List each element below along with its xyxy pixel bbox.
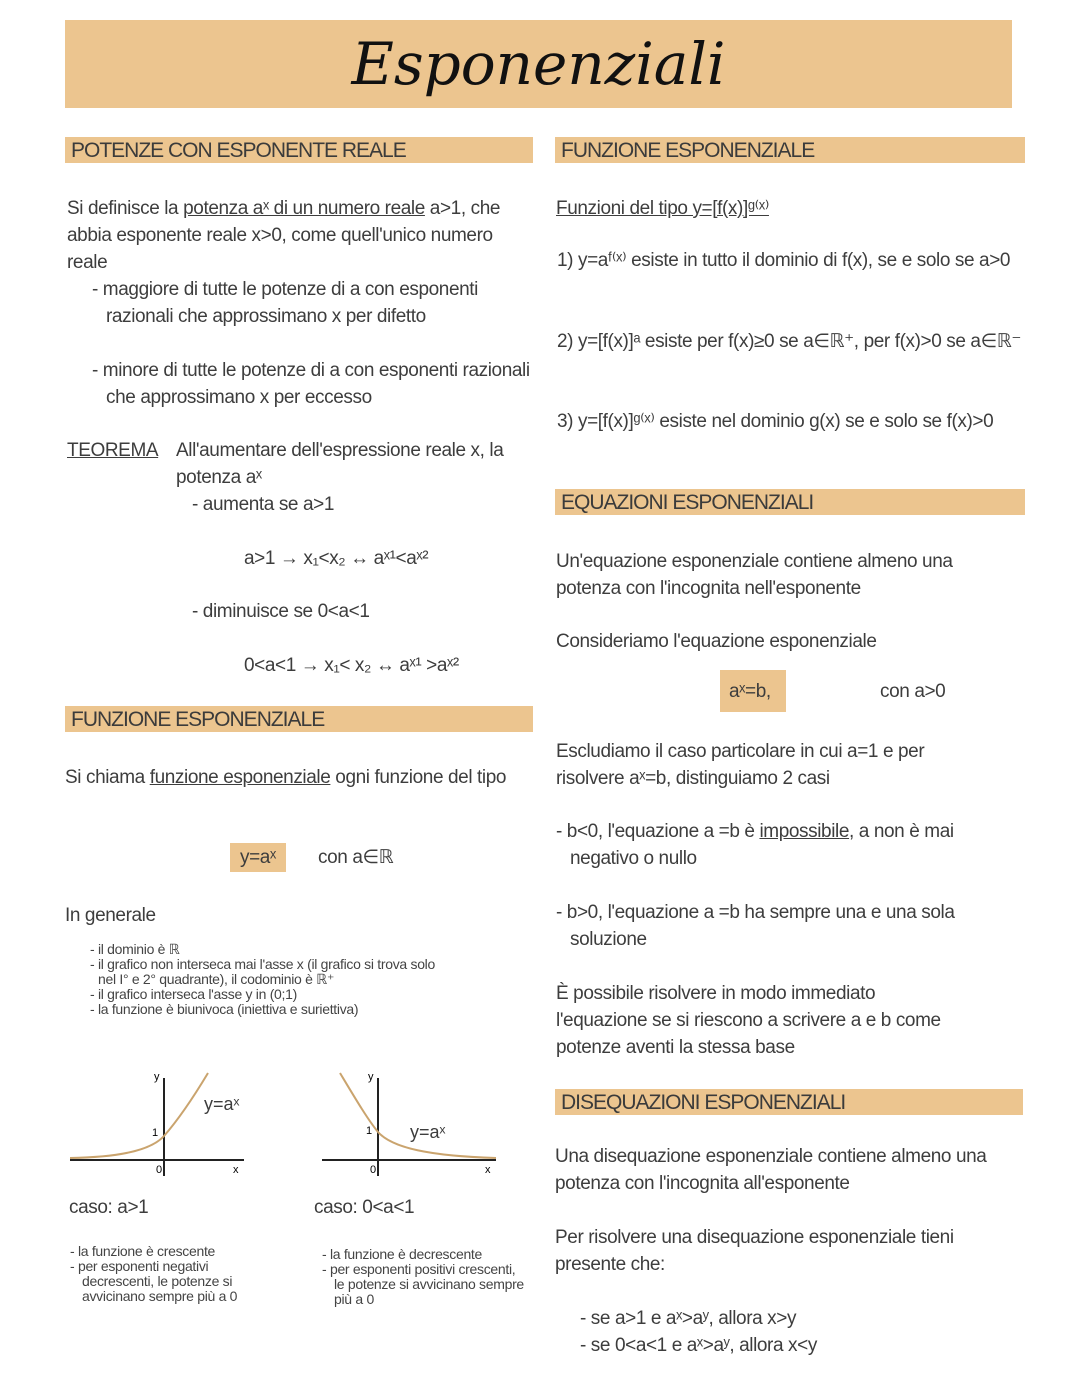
equazioni-intro: Un'equazione esponenziale contiene almeno una potenza con l'incognita nell'esponente	[556, 551, 953, 599]
formula-aumenta: a>1 → x₁<x₂ ↔ aˣ¹<aˣ²	[244, 548, 429, 569]
funzione-formula: y=aˣ	[230, 843, 286, 872]
in-generale: In generale	[65, 905, 156, 926]
page-title: Esponenziali	[351, 30, 726, 98]
teorema-aumenta: - aumenta se a>1	[192, 494, 335, 515]
fact-item: - il grafico non interseca mai l'asse x (il grafico si trova solo nel I° e 2° quadrante), il codominio è ℝ⁺	[90, 956, 435, 987]
disequazioni-intro: Una disequazione esponenziale contiene almeno una potenza con l'incognita all'esponente	[555, 1146, 987, 1194]
section-header-funzione-left: FUNZIONE ESPONENZIALE	[65, 706, 533, 732]
graph1-origin: 0	[156, 1164, 163, 1176]
teorema-text: All'aumentare dell'espressione reale x, la potenza aˣ	[176, 440, 504, 488]
section-header-potenze: POTENZE CON ESPONENTE REALE	[65, 137, 533, 163]
section-header-equazioni: EQUAZIONI ESPONENZIALI	[555, 489, 1025, 515]
case1-post: , a non è mai negativo o nullo	[570, 821, 954, 869]
graph2-curve	[340, 1073, 496, 1158]
equazioni-exclude: Escludiamo il caso particolare in cui a=1 e per risolvere aˣ=b, distinguiamo 2 casi	[556, 741, 925, 789]
graph2-x-label: x	[485, 1164, 491, 1176]
potenze-bullet-1: - maggiore di tutte le potenze di a con esponenti razionali che approssimano x per difetto	[92, 279, 478, 327]
potenze-intro-underlined: potenza aˣ di un numero reale	[183, 198, 425, 219]
section-header-funzione-right: FUNZIONE ESPONENZIALE	[555, 137, 1025, 163]
disequazioni-rule-2: - se 0<a<1 e aˣ>aʸ, allora x<y	[580, 1335, 817, 1356]
graph1-y-label: y	[154, 1071, 160, 1083]
teorema-label: TEOREMA	[67, 440, 159, 461]
potenze-intro-pre: Si definisce la	[67, 198, 184, 219]
equazioni-formula: aˣ=b,	[729, 681, 771, 702]
equazioni-formula-cond: con a>0	[880, 681, 946, 702]
funzioni-item-1: 1) y=aᶠ⁽ˣ⁾ esiste in tutto il dominio di f(x), se e solo se a>0	[557, 250, 1011, 271]
funzione-facts	[90, 942, 450, 1017]
graph2-notes	[322, 1247, 527, 1307]
graph2-origin: 0	[370, 1164, 377, 1176]
graph1-x-label: x	[233, 1164, 239, 1176]
fact-item: - la funzione è biunivoca (iniettiva e suriettiva)	[90, 1001, 359, 1017]
disequazioni-rule-1: - se a>1 e aˣ>aʸ, allora x>y	[580, 1308, 797, 1329]
graph1-curve-label: y=aˣ	[204, 1094, 240, 1114]
graph1-notes	[70, 1244, 265, 1304]
equazioni-case-2: - b>0, l'equazione a =b ha sempre una e una sola soluzione	[556, 902, 955, 950]
equazioni-consider: Consideriamo l'equazione esponenziale	[556, 631, 877, 652]
funzione-formula-box	[230, 844, 286, 871]
funzioni-item-3: 3) y=[f(x)]ᵍ⁽ˣ⁾ esiste nel dominio g(x) se e solo se f(x)>0	[557, 411, 994, 432]
teorema-diminuisce: - diminuisce se 0<a<1	[192, 601, 370, 622]
case1-underlined: impossibile	[759, 821, 850, 842]
case1-pre: - b<0, l'equazione a =b è	[556, 821, 760, 842]
potenze-bullet-2: - minore di tutte le potenze di a con esponenti razionali che approssimano x per eccesso	[92, 360, 530, 408]
equazioni-case-1	[556, 818, 990, 872]
graph1-caption: caso: a>1	[69, 1197, 149, 1218]
graph1-note: - la funzione è crescente	[70, 1243, 216, 1259]
funzione-intro	[65, 764, 525, 791]
fact-item: - il grafico interseca l'asse y in (0;1)	[90, 986, 297, 1002]
section-header-disequazioni: DISEQUAZIONI ESPONENZIALI	[555, 1089, 1023, 1115]
graph2-note: - per esponenti positivi crescenti, le potenze si avvicinano sempre più a 0	[322, 1261, 524, 1307]
graph-decreasing	[320, 1068, 500, 1178]
funzione-intro-pre: Si chiama	[65, 767, 150, 788]
graph1-curve	[70, 1073, 208, 1158]
graph2-curve-label: y=aˣ	[410, 1122, 446, 1142]
funzioni-item-2: 2) y=[f(x)]ᵃ esiste per f(x)≥0 se a∈ℝ⁺, per f(x)>0 se a∈ℝ⁻	[557, 331, 1022, 352]
potenze-intro-post: a>1, che abbia esponente reale x>0, come quell'unico numero reale	[67, 198, 501, 273]
fact-item: - il dominio è ℝ	[90, 941, 180, 957]
funzione-intro-post: ogni funzione del tipo	[330, 767, 507, 788]
graph-increasing	[68, 1068, 248, 1178]
funzione-formula-cond: con a∈ℝ	[318, 847, 394, 868]
graph2-intercept: 1	[366, 1125, 373, 1137]
funzioni-tipo: Funzioni del tipo y=[f(x)]ᵍ⁽ˣ⁾	[556, 198, 769, 219]
potenze-intro	[67, 195, 527, 276]
disequazioni-solve: Per risolvere una disequazione esponenziale tieni presente che:	[555, 1227, 954, 1275]
graph2-y-label: y	[368, 1071, 374, 1083]
graph2-note: - la funzione è decrescente	[322, 1246, 483, 1262]
graph2-caption: caso: 0<a<1	[314, 1197, 415, 1218]
equazioni-note: È possibile risolvere in modo immediato l'equazione se si riescono a scrivere a e b come potenze aventi la stessa base	[556, 983, 941, 1058]
graph1-intercept: 1	[152, 1127, 159, 1139]
formula-diminuisce: 0<a<1 → x₁< x₂ ↔ aˣ¹ >aˣ²	[244, 655, 459, 676]
funzione-intro-underlined: funzione esponenziale	[149, 767, 331, 788]
graph1-note: - per esponenti negativi decrescenti, le potenze si avvicinano sempre più a 0	[70, 1258, 238, 1304]
